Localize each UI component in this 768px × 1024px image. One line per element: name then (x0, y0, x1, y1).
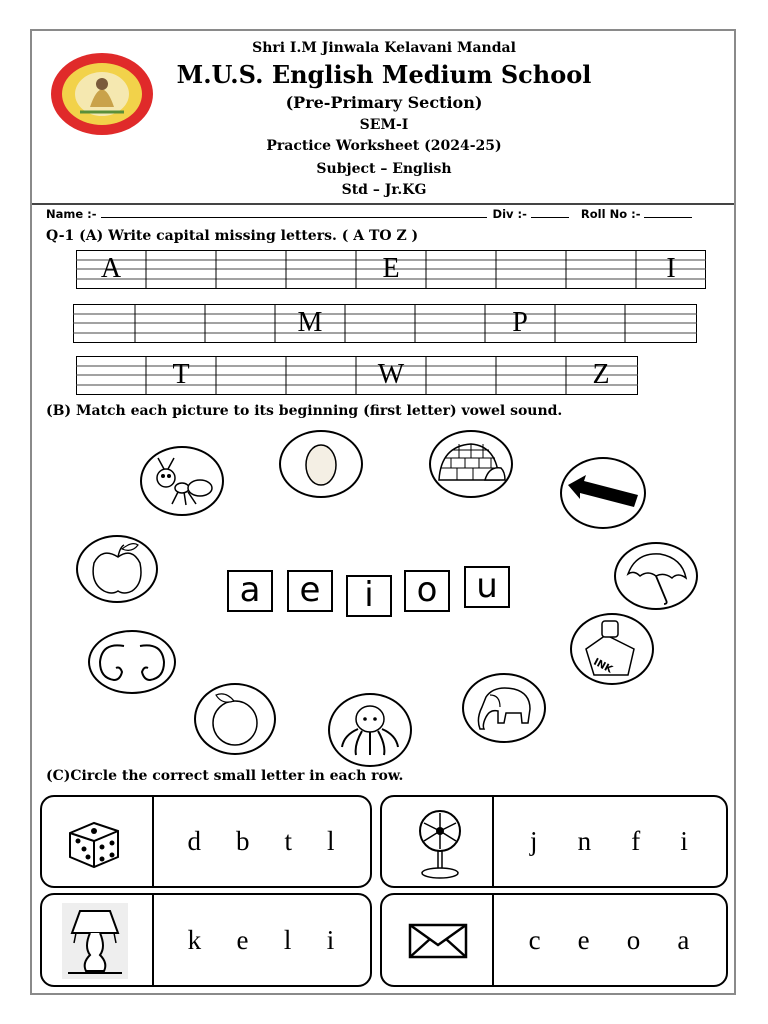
apple-picture[interactable] (76, 535, 158, 603)
given-letter: W (377, 359, 405, 390)
ink-label: INK (591, 656, 615, 676)
letter-option[interactable]: i (680, 826, 688, 856)
trust-name: Shri I.M Jinwala Kelavani Mandal (252, 40, 516, 56)
letter-options (492, 895, 726, 985)
name-row (46, 207, 726, 221)
ant-picture[interactable] (140, 446, 224, 516)
ear-icon (90, 632, 174, 692)
row-envelope (380, 893, 728, 987)
orange-picture[interactable] (194, 683, 276, 755)
div-field[interactable] (531, 207, 569, 218)
arrow-picture[interactable] (560, 457, 646, 529)
subject: Subject – English (316, 161, 452, 177)
given-letter: E (382, 253, 400, 284)
ink-bottle-icon (572, 615, 652, 683)
elephant-icon (464, 675, 544, 741)
roll-field[interactable] (644, 207, 692, 218)
row-fan (380, 795, 728, 888)
given-letter: A (100, 253, 122, 284)
semester: SEM-I (359, 117, 409, 133)
vowel-a[interactable]: a (227, 570, 273, 612)
letter-option[interactable]: t (284, 826, 292, 856)
letter-option[interactable]: i (326, 924, 335, 955)
vowel-u[interactable]: u (464, 566, 510, 608)
elephant-picture[interactable] (462, 673, 546, 743)
octopus-picture[interactable] (328, 693, 412, 767)
vowel-e[interactable]: e (287, 570, 333, 612)
letter-option[interactable]: l (283, 924, 292, 955)
letter-options (152, 797, 370, 886)
letter-options (152, 895, 370, 985)
name-field[interactable] (101, 207, 487, 218)
igloo-icon (431, 432, 511, 496)
q1-c-label: (C)Circle the correct small letter in each row. (46, 768, 404, 784)
row-lamp (40, 893, 372, 987)
ink-picture[interactable] (570, 613, 654, 685)
lamp-icon (62, 903, 128, 979)
letter-strip-3 (76, 356, 638, 396)
standard: Std – Jr.KG (341, 182, 427, 198)
given-letter: T (172, 359, 190, 390)
letter-option[interactable]: o (626, 924, 641, 955)
letter-option[interactable]: b (235, 826, 250, 856)
letter-option[interactable]: n (577, 826, 592, 856)
letter-option[interactable]: e (577, 924, 590, 955)
envelope-icon (408, 923, 468, 959)
q1-b-label: (B) Match each picture to its beginning (first letter) vowel sound. (46, 403, 563, 419)
row-dice (40, 795, 372, 888)
letter-strip-1 (76, 250, 706, 290)
letter-option[interactable]: d (187, 826, 201, 856)
letter-option[interactable]: a (677, 924, 690, 955)
letter-options (492, 797, 726, 886)
letter-option[interactable]: l (326, 826, 335, 856)
given-letter: P (512, 307, 528, 338)
section-name: (Pre-Primary Section) (285, 93, 483, 112)
div-label: Div :- (492, 207, 527, 221)
letter-option[interactable]: j (530, 826, 538, 856)
ear-picture[interactable] (88, 630, 176, 694)
letter-option[interactable]: e (236, 924, 249, 955)
letter-strip-2 (73, 304, 697, 344)
orange-icon (196, 685, 274, 753)
apple-icon (78, 537, 156, 601)
arrow-icon (562, 459, 644, 527)
egg-picture[interactable] (279, 430, 363, 498)
given-letter: Z (592, 359, 610, 390)
fan-icon (412, 807, 468, 881)
given-letter: M (297, 307, 323, 338)
letter-option[interactable]: f (631, 826, 641, 856)
letter-option[interactable]: k (187, 924, 202, 955)
igloo-picture[interactable] (429, 430, 513, 498)
egg-icon (281, 432, 361, 496)
worksheet-title: Practice Worksheet (2024-25) (266, 138, 502, 154)
umbrella-picture[interactable] (614, 542, 698, 610)
octopus-icon (330, 695, 410, 765)
vowel-o[interactable]: o (404, 570, 450, 612)
given-letter: I (666, 253, 676, 284)
q1-a-label: Q-1 (A) Write capital missing letters. ( A TO Z ) (46, 228, 419, 244)
letter-option[interactable]: c (528, 924, 541, 955)
umbrella-icon (616, 544, 696, 608)
name-label: Name :- (46, 207, 97, 221)
school-name: M.U.S. English Medium School (176, 60, 592, 89)
vowel-i[interactable]: i (346, 575, 392, 617)
roll-label: Roll No :- (580, 207, 641, 221)
ant-icon (142, 448, 222, 514)
dice-icon (66, 817, 122, 869)
